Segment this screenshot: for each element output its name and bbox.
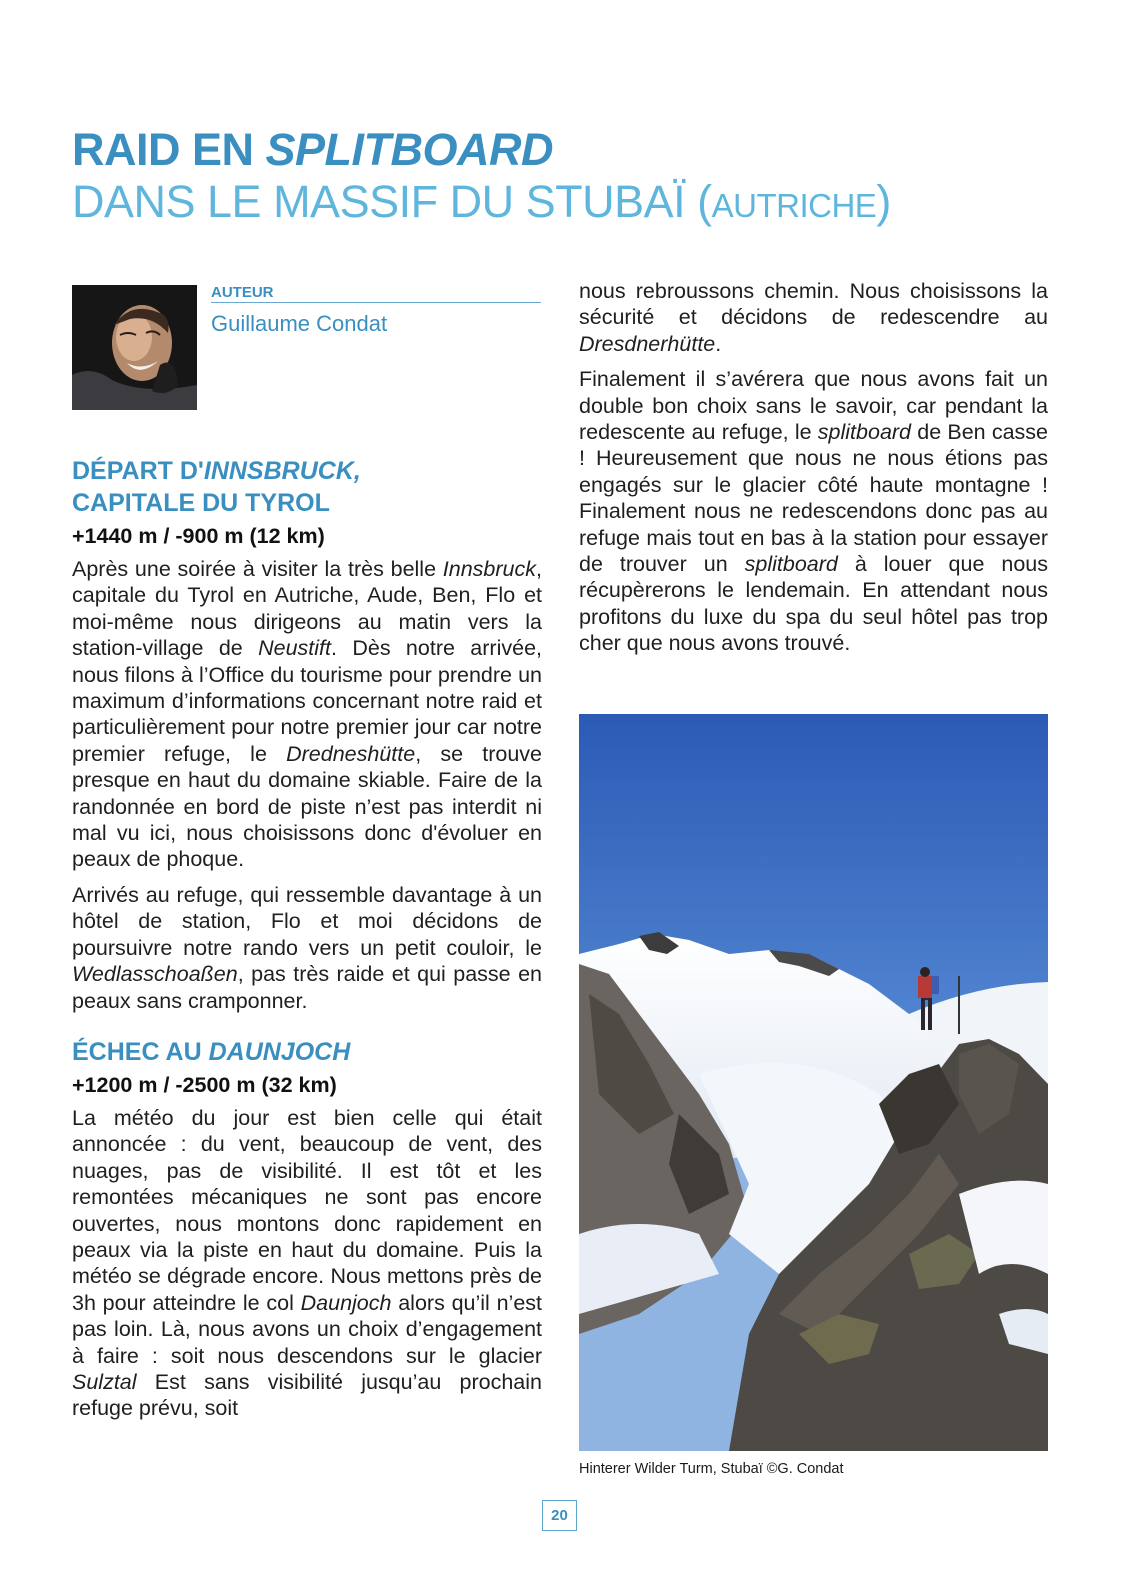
right-column — [579, 278, 1048, 666]
title-italic: SPLITBOARD — [265, 124, 554, 175]
section2-paragraph-1: La météo du jour est bien celle qui était annoncée : du vent, beaucoup de vent, des nuages, pas de visibilité. Il est tôt et les remontées mécaniques ne sont pas encore ouvertes, nous montons donc rapidement en peaux via la piste en haut du domaine. Puis la météo se dégrade encore. Nous mettons près de 3h pour atteindre le col Daunjoch alors qu’il n’est pas loin. Là, nous avons un choix d’engagement à faire : soit nous descendons sur le glacier Sulztal Est sans visibilité jusqu’au prochain refuge prévu, soit — [72, 1105, 542, 1421]
section2-stats: +1200 m / -2500 m (32 km) — [72, 1072, 337, 1097]
author-avatar — [72, 285, 197, 410]
heading-part: ÉCHEC AU — [72, 1037, 209, 1066]
section1-paragraph-1: Après une soirée à visiter la très belle Innsbruck, capitale du Tyrol en Autriche, Aude, Ben, Flo et moi-même nous dirigeons au matin vers la station-village de Neustift. Dès notre arrivée, nous filons à l’Office du tourisme pour prendre un maximum d’informations concernant notre raid et particulièrement pour notre premier jour car notre premier refuge, le Dredneshütte, se trouve presque en haut du domaine skiable. Faire de la randonnée en bord de piste n’est pas interdit ni mal vu ici, nous choisissons donc d'évoluer en peaux de phoque. — [72, 557, 543, 872]
page-number: 20 — [542, 1500, 577, 1531]
heading-italic: DAUNJOCH — [208, 1037, 351, 1066]
heading-part: DÉPART D' — [72, 457, 204, 485]
section1-stats: +1440 m / -900 m (12 km) — [72, 524, 325, 548]
left-column — [72, 455, 542, 1431]
subtitle-part: DANS LE MASSIF DU STUBAÏ ( — [72, 176, 712, 227]
title-part: RAID EN — [72, 124, 266, 175]
author-name: Guillaume Condat — [211, 311, 388, 336]
mountain-photo — [579, 714, 1048, 1451]
section1-paragraph-2: Arrivés au refuge, qui ressemble davantage à un hôtel de station, Flo et moi décidons de poursuivre notre rando vers un petit couloir, le Wedlasschoaßen, pas très raide et qui passe en peaux sans cramponner. — [72, 882, 542, 1013]
section1-heading — [72, 455, 542, 519]
heading-part: CAPITALE DU TYROL — [72, 489, 330, 517]
article-title — [72, 126, 553, 174]
section2-heading — [72, 1036, 542, 1068]
subtitle-country: AUTRICHE — [711, 187, 877, 224]
right-paragraph-2: Finalement il s’avérera que nous avons fait un double bon choix sans le savoir, car pendant la redescente au refuge, le splitboard de Ben casse ! Heureusement que nous ne nous étions pas engagés sur le glacier côté haute montagne ! Finalement nous ne redescendons donc pas au refuge mais tout en bas à la station pour essayer de trouver un splitboard à louer que nous récupèrerons le lendemain. En attendant nous profitons du luxe du spa du seul hôtel pas trop cher que nous avons trouvé. — [579, 367, 1048, 656]
author-label: AUTEUR — [211, 284, 541, 303]
article-subtitle — [72, 176, 891, 232]
subtitle-close: ) — [876, 176, 891, 227]
heading-italic: INNSBRUCK, — [203, 457, 361, 485]
photo-caption: Hinterer Wilder Turm, Stubaï ©G. Condat — [579, 1461, 844, 1477]
right-paragraph-1: nous rebroussons chemin. Nous choisissons la sécurité et décidons de redescendre au Dresdnerhütte. — [579, 279, 1048, 356]
